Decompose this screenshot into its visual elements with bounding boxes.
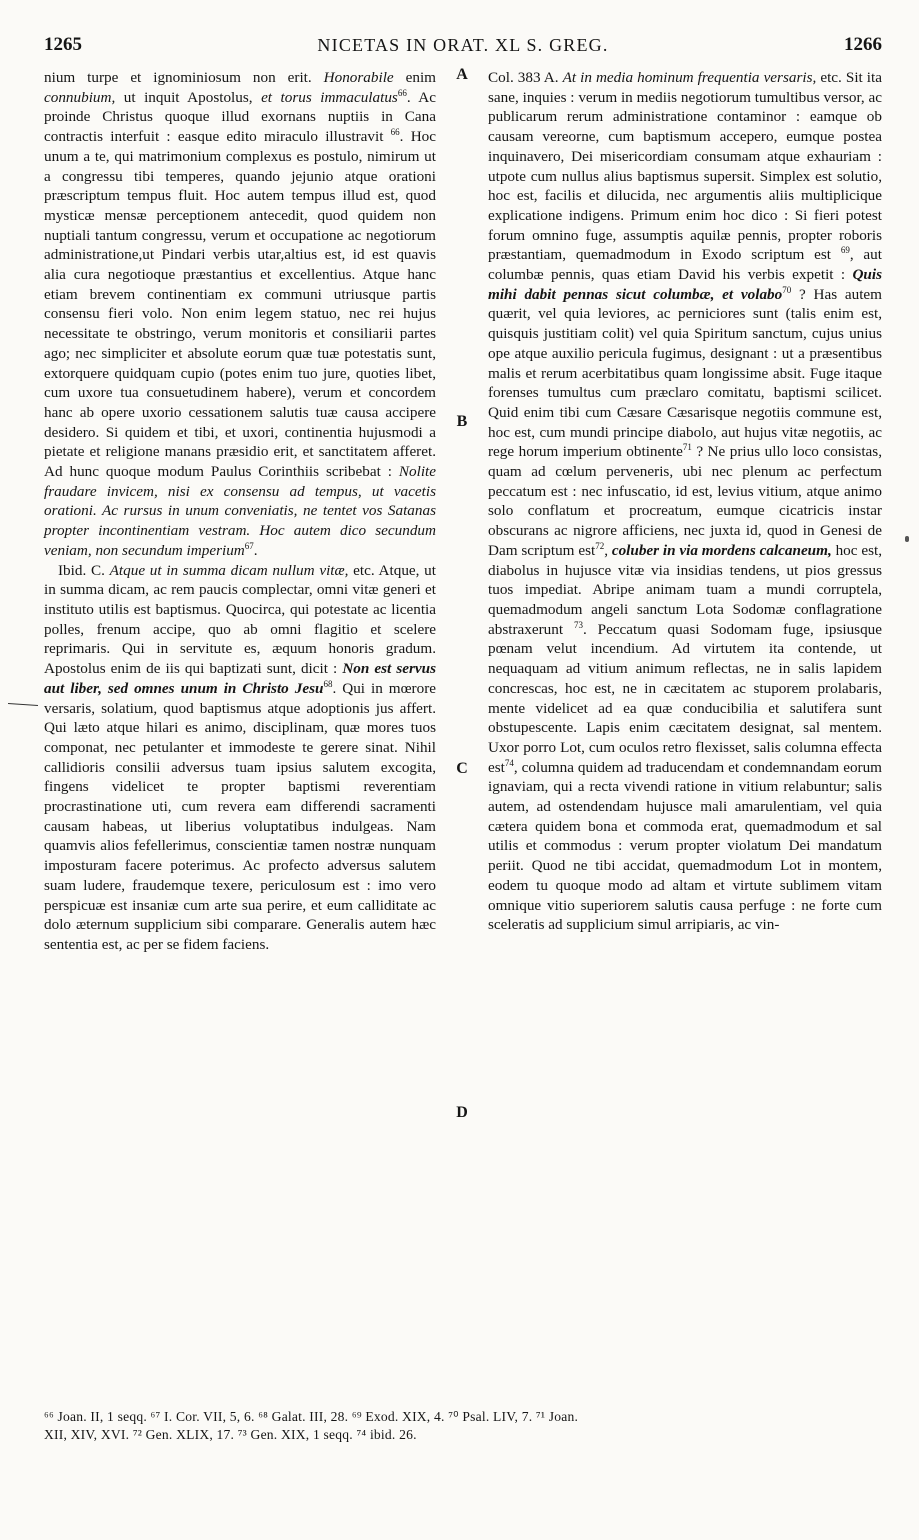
- text-run: ,: [604, 541, 612, 559]
- section-marker-b: B: [456, 413, 468, 430]
- text-run: etc. Atque, ut in summa dicam, ac rem paucis complectar, omni vitæ generi et instituto utilis est baptismus. Quocirca, qui potestate ac licentia polles, frenum accipe, quo ab omni flagitio et scelere reprimaris. Qui in servitute es, æquum honoris gradum. Apostolus enim de iis qui baptizati sunt, dicit :: [44, 561, 436, 678]
- text-run: . Ac proinde Christus quoque illud exornans nuptiis in Cana contractis interfuit : easque edito miraculo illustravit: [44, 88, 436, 146]
- footnote-line-1: ⁶⁶ Joan. II, 1 seqq. ⁶⁷ I. Cor. VII, 5, 6. ⁶⁸ Galat. III, 28. ⁶⁹ Exod. XIX, 4. ⁷⁰ Psal. LIV, 7. ⁷¹ Joan.: [44, 1409, 579, 1424]
- running-header: [44, 34, 882, 60]
- italic-text: connubium,: [44, 88, 116, 106]
- text-run: .: [253, 541, 258, 559]
- text-run: etc. Sit ita sane, inquies : verum in mediis negotiorum tumultibus versor, ac publicarum rerum administratione contaminor : eamque ob causam vereorne, cum baptismum accepero, eumque postea inquinavero, Dei misericordiam consumam atque exhauriam : utpote cum nullus alius baptismus supersit. Simplex est solutio, hoc est, facilis et dilucida, nec argumentis aliis multiplicique explicatione indigens. Primum enim hoc dico : Si fieri potest forum omnino fuge, assumptis aquilæ pennis, propter roboris præstantiam, quemadmodum in Exodo scriptum est: [488, 69, 882, 264]
- footnote-ref: 69: [840, 245, 850, 256]
- section-marker-c: C: [456, 760, 468, 777]
- italic-text: Nolite fraudare invicem, nisi ex consensu ad tempus, ut vacetis orationi. Ac rursus in unum conveniatis, ne tentet vos Satanas propter incontinentiam vestram. Hoc autem dico secundum veniam, non secundum imperium: [44, 463, 436, 559]
- footnote-ref: 72: [595, 540, 605, 551]
- left-column: [44, 68, 436, 955]
- text-run: enim: [393, 69, 436, 86]
- footnote-line-2: XII, XIV, XVI. ⁷² Gen. XLIX, 17. ⁷³ Gen. XIX, 1 seqq. ⁷⁴ ibid. 26.: [44, 1427, 417, 1442]
- running-title: NICETAS IN ORAT. XL S. GREG.: [317, 35, 609, 55]
- footnote-ref: 68: [323, 678, 333, 689]
- footnote-ref: 74: [504, 757, 514, 768]
- bold-italic-text: coluber in via mordens calcaneum,: [611, 541, 832, 559]
- page-number-right: 1266: [844, 34, 882, 55]
- footnote-ref: 67: [244, 540, 254, 551]
- text-run: ? Ne prius ullo loco consistas, quam ad cœlum perveneris, ubi nec plenum ac perfectum peccatum est : nec infuscatio, id est, levius vitium, atque animo solo conflatum et procreatum, eumque cicatricis instar obscurans ac nigrore afficiens, nec juxta id, quod in Genesi de Dam scriptum est: [488, 443, 882, 559]
- footnote-ref: 66: [397, 87, 407, 98]
- text-run: Col. 383 A.: [488, 69, 563, 86]
- page-number-left: 1265: [44, 34, 82, 55]
- text-run: . Peccatum quasi Sodomam fuge, ipsiusque pœnam velut incendium. Ad virtutem ita contende, ut nequaquam ad vitium animum reflectas, ne in salis lapidem concrescas, hoc est, ne in cæcitatem ac stuporem prolabaris, mente videlicet ad ea quæ conducibilia et salutifera sunt obstupescente. Lapis enim cæcitatem designat, sal mentem. Uxor porro Lot, cum oculos retro flexisset, salis columna effecta est: [488, 620, 883, 776]
- italic-text: et torus immaculatus: [261, 88, 398, 106]
- text-run: , columna quidem ad traducendam et condemnandam eorum ignaviam, qui a recta vivendi ratione in vitium relabuntur; salis autem, ad ostendendam hujusce mali amarulentiam, vel quia cætera quidem bona et commoda erat, quemadmodum et sal utilis et commodus : verum propter violatum Dei mandatum periit. Quod ne tibi accidat, quemadmodum Lot in montem, eodem tu quoque modo ad altam et virtute sublimem vitam omnique vitio superiorem salutis causa perfuge : ne forte cum sceleratis ad supplicium simul arripiaris, ac vin-: [488, 758, 882, 934]
- right-paragraph-1: [488, 68, 882, 935]
- text-run: nium turpe et ignominiosum non erit.: [44, 69, 324, 86]
- left-paragraph-2: [44, 561, 436, 955]
- bold-italic-text: Non est servus aut liber, sed omnes unum in Christo Jesu: [44, 660, 436, 697]
- footnote-ref: 66: [390, 127, 400, 138]
- text-run: ? Has autem quærit, vel quia leviores, ac perniciores sunt (talis enim est, quisquis justitiam colit) vel quia Spiritum sanctum, cujus unius ope atque auxilio pericula fugimus, designant : ut a præsentibus malis et rerum acerbitatibus quam longissime absit. Fuge itaque forenses tumultus cum præclaro comitatu, baptismi scilicet. Quid enim tibi cum Cæsare Cæsarisque negotiis commune est, hoc est, cum mundi principe diabolo, aut hujus vitæ negotiis, ac rege horum imperium obtinente: [488, 285, 882, 461]
- footnote-ref: 71: [682, 442, 692, 453]
- text-run: , aut columbæ pennis, quas etiam David his verbis expetit :: [488, 246, 882, 284]
- left-paragraph-1: [44, 68, 436, 561]
- text-run: . Hoc unum a te, qui matrimonium complexus es postulo, nimirum ut a congressu tibi temperes, quando jejunio atque orationi præscriptum tempus fluit. Hoc autem tempus illud est, quod mysticæ mensæ perceptionem antecedit, quod quidem non nuptiali tantum congressu, verum et occupatione ac negotiorum administratione,ut Pindari verbis utar,altius est, id est quavis alia cura negotioque præstantius et excellentius. Atque hanc etiam brevem continentiam ex communi utriusque partis consensu fieri volo. Non enim legem statuo, nec rei hujus necessitate te obstringo, verum monitoris et consiliarii partes ago; nec simpliciter et absolute eorum quæ tuæ potestatis sunt, extorquere quidquam cupio (potes enim tuo jure, quoties libet, cum uxore tua consuetudinem habere), verum et concordem hanc ab opere uxorio cessationem salutis tuæ causa accipere desidero. Si quidem et tibi, et uxori, continentia hujusmodi a pietate et religione manans præsidio erit, et sanctitatem afferet. Ad hunc quoque modum Paulus Corinthiis scribebat :: [44, 128, 436, 481]
- text-run: ut inquit Apostolus,: [115, 88, 262, 106]
- footnote-ref: 70: [782, 284, 792, 295]
- italic-text: At in media hominum frequentia versaris,: [562, 69, 817, 86]
- margin-pen-mark: [8, 703, 38, 706]
- section-marker-d: D: [456, 1104, 468, 1121]
- right-column: [488, 68, 882, 935]
- margin-dot: [905, 536, 909, 542]
- footnotes: [44, 1408, 882, 1444]
- text-run: hoc est, diabolus in hujusce vitæ via insidias tendens, ut pios gressus tuos impediat. Abripe animam tuam a mundi corruptela, quemadmodum angeli sanctum Lota Sodomæ conflagratione abstraxerunt: [488, 541, 882, 638]
- italic-text: Atque ut in summa dicam nullum vitæ,: [109, 561, 349, 579]
- bold-italic-text: Quis mihi dabit pennas sicut columbæ, et volabo: [488, 266, 882, 303]
- footnote-ref: 73: [573, 619, 583, 630]
- text-run: . Qui in mœrore versaris, solatium, quod baptismus atque adoptionis jus affert. Qui læto atque hilari es animo, disciplinam, quæ mores tuos componat, nec petulanter et immodeste te gerere sinat. Nihil callidioris consilii adversus tuam ipsius salutem excogita, fingens videlicet te propter baptismi reverentiam procrastinatione uti, cum revera eam differendi sacramenti causam habeas, ut liberius voluptatibus indulgeas. Nam quamvis alios fefellerimus, conscientiæ tamen nostræ nunquam imposturam facere poterimus. Ac profecto adversus salutem suam ludere, fraudemque texere, periculosum est : imo vero perspicuæ est insaniæ cum arte sua perire, et eum calliditate ac dolo æternum supplicium sibi comparare. Generalis autem hæc sententia est, ac per se fidem faciens.: [44, 679, 437, 953]
- text-run: Ibid. C.: [58, 561, 110, 579]
- italic-text: Honorabile: [323, 69, 394, 86]
- section-marker-a: A: [456, 66, 468, 83]
